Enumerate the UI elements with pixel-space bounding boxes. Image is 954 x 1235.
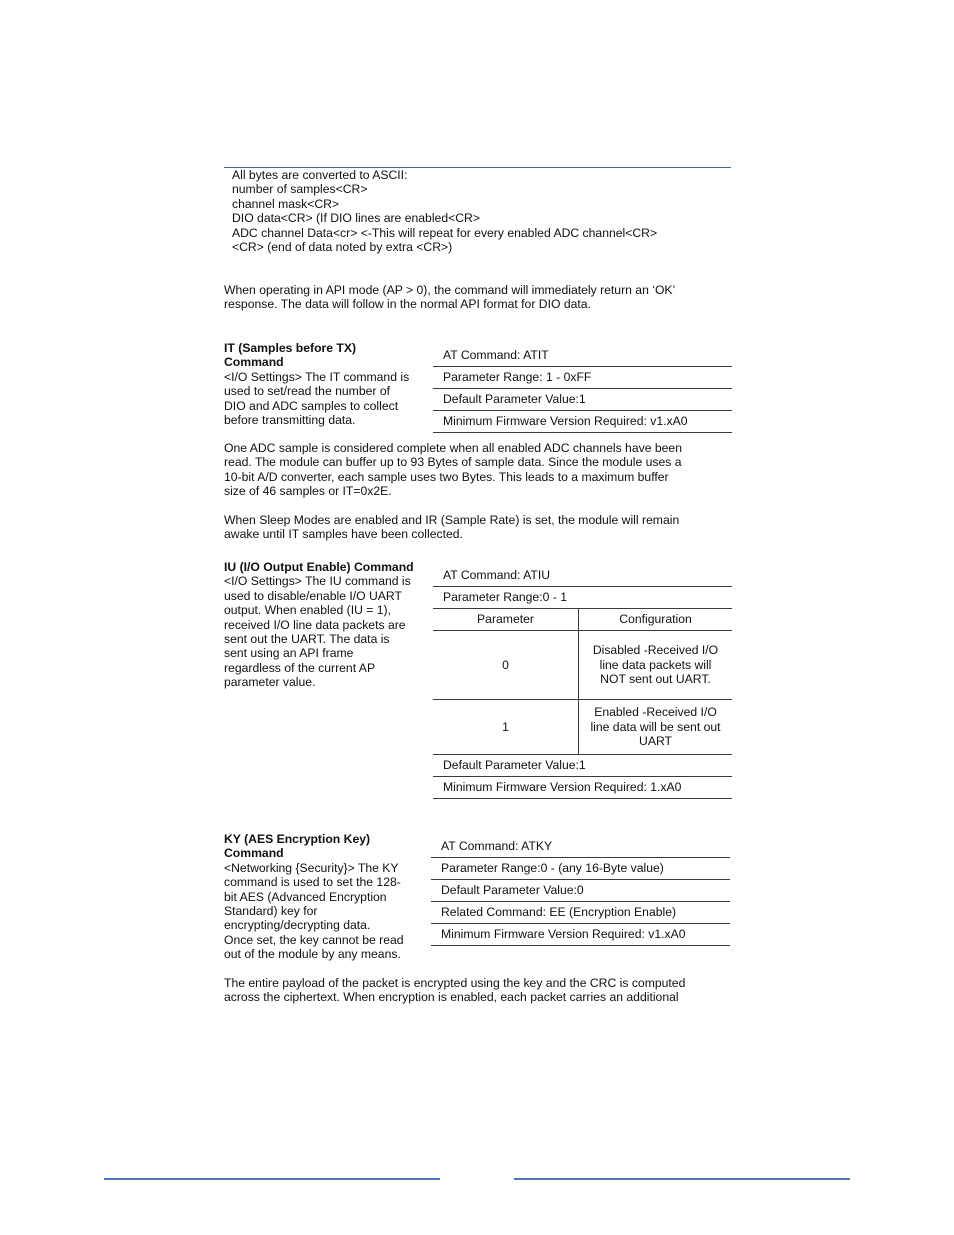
iu-min-firmware: Minimum Firmware Version Required: 1.xA0 <box>433 777 732 799</box>
text-line: UART <box>639 734 672 749</box>
it-parameter-range: Parameter Range: 1 - 0xFF <box>433 367 732 389</box>
footer-rule-right <box>514 1178 850 1180</box>
text-line: NOT sent out UART. <box>600 672 711 687</box>
text-line: line data will be sent out <box>590 719 721 734</box>
text-line: encrypting/decrypting data. <box>224 918 371 933</box>
ascii-format-box <box>232 168 732 254</box>
text-line: line data packets will <box>599 657 712 672</box>
ascii-line: channel mask<CR> <box>232 196 340 211</box>
text-line: command is used to set the 128- <box>224 875 401 890</box>
ky-command-description <box>224 832 429 962</box>
text-line: DIO and ADC samples to collect <box>224 398 399 413</box>
text-line: before transmitting data. <box>224 413 356 428</box>
it-at-command: AT Command: ATIT <box>433 345 732 367</box>
text-line: sent out the UART. The data is <box>224 632 390 647</box>
iu-parameter-table <box>433 565 732 799</box>
iu-option-value: 1 <box>433 700 579 755</box>
text-line: sent using an API frame <box>224 646 354 661</box>
iu-col-configuration: Configuration <box>579 609 733 631</box>
ky-parameter-range: Parameter Range:0 - (any 16-Byte value) <box>431 858 730 880</box>
ky-title: KY (AES Encryption Key) <box>224 832 371 846</box>
it-title: IT (Samples before TX) <box>224 341 357 355</box>
ky-at-command: AT Command: ATKY <box>431 836 730 858</box>
text-line: <Networking {Security}> The KY <box>224 860 399 875</box>
it-sleep-paragraph <box>224 513 724 542</box>
text-line: output. When enabled (IU = 1), <box>224 603 392 618</box>
text-line: When Sleep Modes are enabled and IR (Sample Rate) is set, the module will remain <box>224 513 680 527</box>
text-line: <I/O Settings> The IT command is <box>224 369 410 384</box>
text-line: bit AES (Advanced Encryption <box>224 889 387 904</box>
iu-option-value: 0 <box>433 631 579 700</box>
ascii-line: ADC channel Data<cr> <-This will repeat for every enabled ADC channel<CR> <box>232 225 658 240</box>
text-line: across the ciphertext. When encryption is enabled, each packet carries an additional <box>224 990 679 1005</box>
it-min-firmware: Minimum Firmware Version Required: v1.xA0 <box>433 411 732 433</box>
iu-col-parameter: Parameter <box>433 609 579 631</box>
text-line: One ADC sample is considered complete when all enabled ADC channels have been <box>224 441 682 455</box>
ky-parameter-table <box>431 836 730 946</box>
ascii-line: All bytes are converted to ASCII: <box>232 168 408 182</box>
text-line: awake until IT samples have been collected. <box>224 527 463 542</box>
text-line: The entire payload of the packet is encrypted using the key and the CRC is computed <box>224 976 686 990</box>
it-title-cont: Command <box>224 355 284 370</box>
text-line: Standard) key for <box>224 904 318 919</box>
ascii-line: number of samples<CR> <box>232 182 368 197</box>
text-line: out of the module by any means. <box>224 947 401 962</box>
iu-title: IU (I/O Output Enable) Command <box>224 560 414 574</box>
iu-option-config <box>579 700 733 755</box>
api-mode-paragraph <box>224 283 724 312</box>
text-line: 10-bit A/D converter, each sample uses two Bytes. This leads to a maximum buffer <box>224 469 669 484</box>
ky-related-command: Related Command: EE (Encryption Enable) <box>431 902 730 924</box>
iu-parameter-range: Parameter Range:0 - 1 <box>433 587 732 609</box>
text-line: When operating in API mode (AP > 0), the command will immediately return an ‘OK’ <box>224 283 676 297</box>
ascii-line: DIO data<CR> (If DIO lines are enabled<CR> <box>232 211 480 226</box>
text-line: Disabled -Received I/O <box>592 643 719 658</box>
ky-default-value: Default Parameter Value:0 <box>431 880 730 902</box>
text-line: Enabled -Received I/O <box>594 705 717 720</box>
text-line: size of 46 samples or IT=0x2E. <box>224 484 392 499</box>
footer-rule-left <box>104 1178 440 1180</box>
text-line: Once set, the key cannot be read <box>224 932 404 947</box>
iu-command-description <box>224 560 429 690</box>
it-default-value: Default Parameter Value:1 <box>433 389 732 411</box>
text-line: regardless of the current AP <box>224 660 376 675</box>
ky-min-firmware: Minimum Firmware Version Required: v1.xA0 <box>431 924 730 946</box>
text-line: parameter value. <box>224 675 316 690</box>
text-line: read. The module can buffer up to 93 Bytes of sample data. Since the module uses a <box>224 455 682 470</box>
it-parameter-table <box>433 345 732 433</box>
text-line: used to set/read the number of <box>224 384 390 399</box>
iu-default-value: Default Parameter Value:1 <box>433 755 732 777</box>
it-command-description <box>224 341 424 427</box>
iu-at-command: AT Command: ATIU <box>433 565 732 587</box>
text-line: used to disable/enable I/O UART <box>224 588 402 603</box>
ky-title-cont: Command <box>224 846 284 861</box>
ascii-line: <CR> (end of data noted by extra <CR>) <box>232 240 453 255</box>
ky-payload-paragraph <box>224 976 724 1005</box>
it-buffer-paragraph <box>224 441 724 499</box>
text-line: <I/O Settings> The IU command is <box>224 574 411 589</box>
text-line: received I/O line data packets are <box>224 617 406 632</box>
iu-option-config <box>579 631 733 700</box>
text-line: response. The data will follow in the normal API format for DIO data. <box>224 297 591 312</box>
